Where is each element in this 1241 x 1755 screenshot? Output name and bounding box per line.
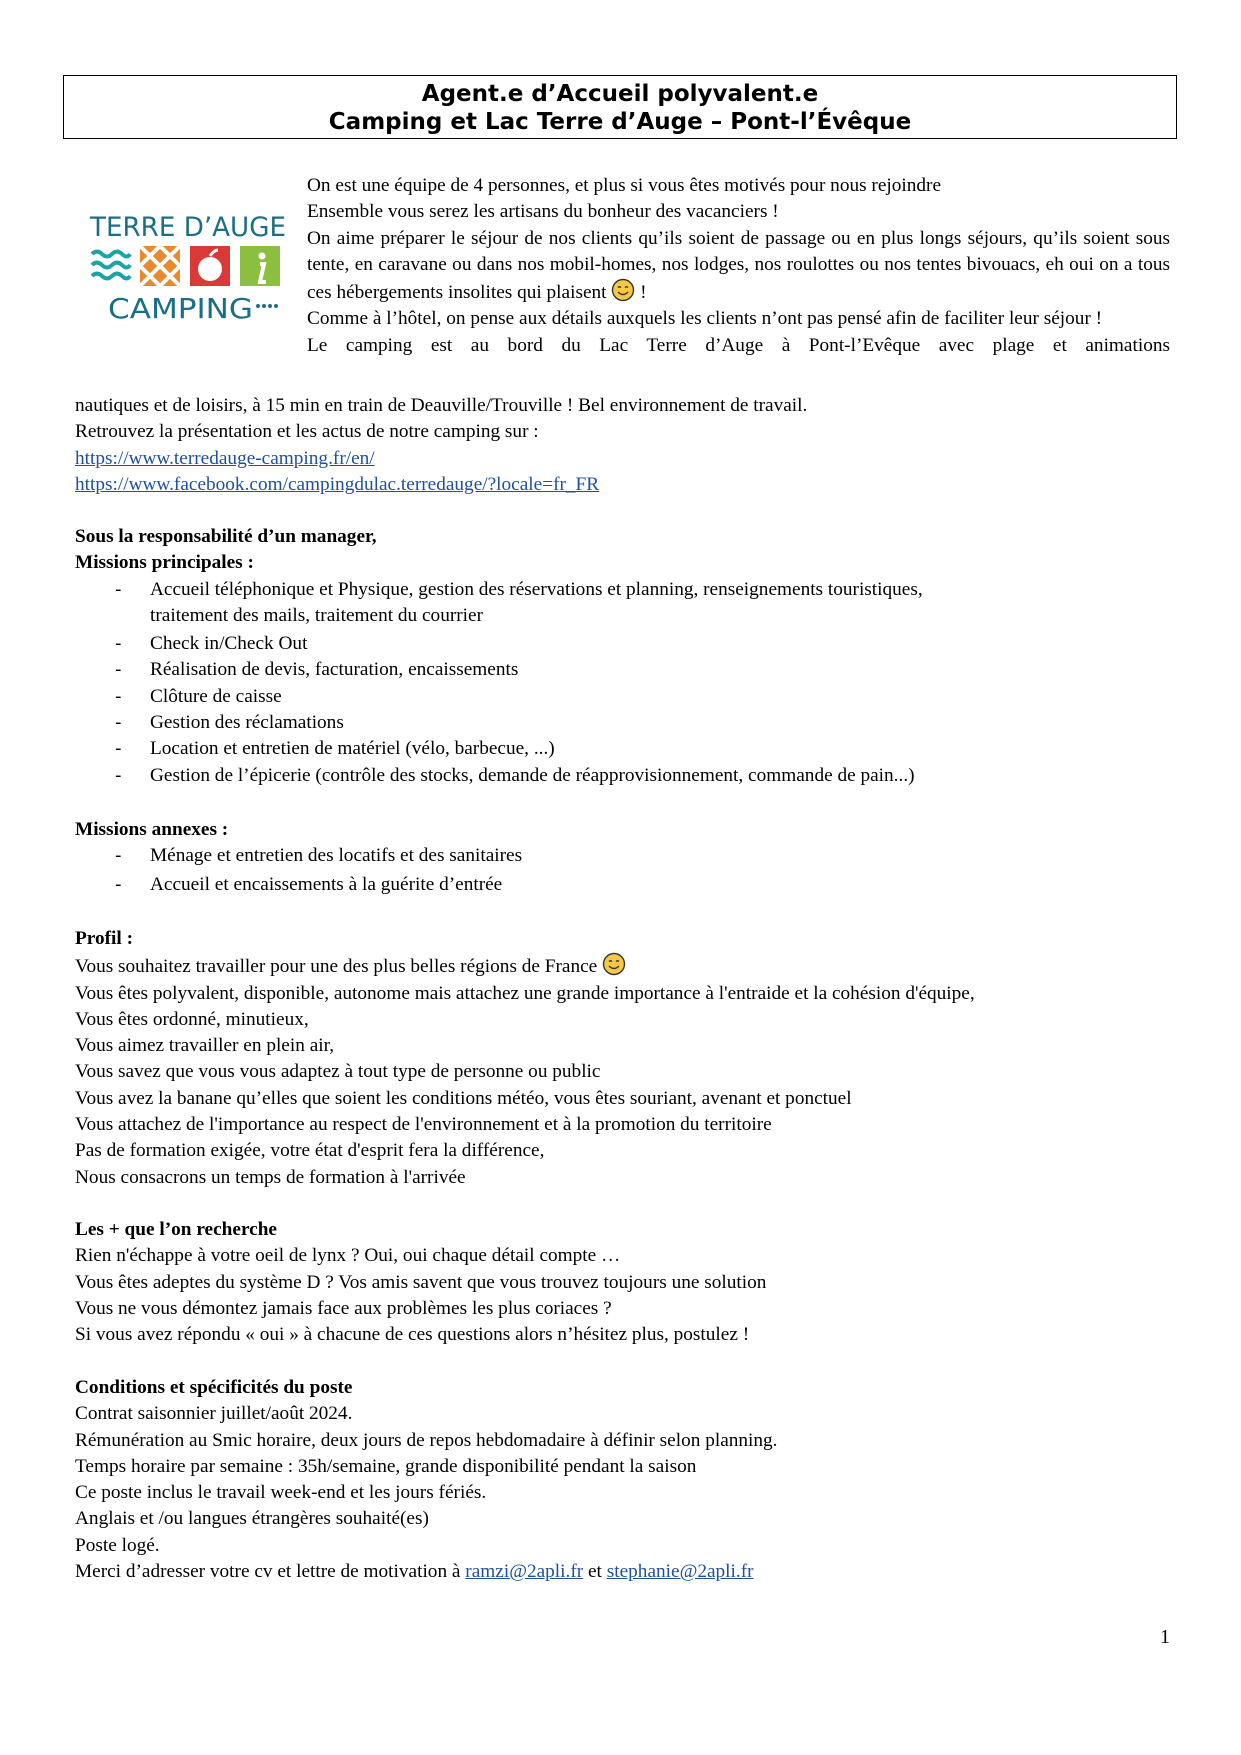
profil-line: [75, 952, 1175, 980]
intro-text: [307, 173, 1170, 359]
profil-line: Nous consacrons un temps de formation à l'arrivée: [75, 1166, 466, 1188]
conditions-line: Ce poste inclus le travail week-end et les jours fériés.: [75, 1482, 487, 1504]
terre-dauge-camping-logo: [88, 206, 288, 326]
profil-line: Pas de formation exigée, votre état d'esprit fera la différence,: [75, 1140, 545, 1162]
page-number: 1: [1160, 1626, 1170, 1648]
list-item: [75, 577, 1175, 630]
logo-lattice-icon: [140, 246, 180, 286]
list-item: [75, 763, 1175, 789]
intro-paragraph: Retrouvez la présentation et les actus de notre camping sur :: [75, 421, 539, 443]
conditions-section: [75, 1375, 1175, 1585]
list-item-text: Location et entretien de matériel (vélo, barbecue, ...): [150, 738, 555, 760]
conditions-line: Poste logé.: [75, 1534, 160, 1556]
intro-paragraph: Ensemble vous serez les artisans du bonheur des vacanciers !: [307, 201, 779, 223]
plus-line: Si vous avez répondu « oui » à chacune de ces questions alors n’hésitez plus, postulez !: [75, 1324, 750, 1346]
title-box: [63, 75, 1177, 139]
conditions-line: Contrat saisonnier juillet/août 2024.: [75, 1403, 353, 1425]
plus-line: Rien n'échappe à votre oeil de lynx ? Oui, oui chaque détail compte …: [75, 1245, 621, 1267]
list-item: [75, 684, 1175, 710]
intro-paragraph: Comme à l’hôtel, on pense aux détails auxquels les clients n’ont pas pensé afin de faciliter leur séjour !: [307, 308, 1103, 330]
intro-paragraph: Le camping est au bord du Lac Terre d’Auge à Pont-l’Evêque avec plage et animations: [307, 334, 1170, 356]
list-item: [75, 657, 1175, 683]
list-item-text: Accueil et encaissements à la guérite d’entrée: [150, 873, 503, 895]
intro-tail: [75, 393, 1170, 498]
list-item-text: Gestion de l’épicerie (contrôle des stocks, demande de réapprovisionnement, commande de pain...): [150, 764, 915, 786]
missions-annexes-list: [75, 843, 1175, 898]
profil-line-text: Vous souhaitez travailler pour une des plus belles régions de France: [75, 956, 598, 978]
conditions-heading: Conditions et spécificités du poste: [75, 1377, 353, 1398]
conditions-line: Anglais et /ou langues étrangères souhaité(es): [75, 1508, 429, 1530]
list-item-text: Clôture de caisse: [150, 685, 282, 707]
conditions-line: Temps horaire par semaine : 35h/semaine, grande disponibilité pendant la saison: [75, 1455, 697, 1477]
logo-bottom-text: CAMPING: [108, 292, 253, 325]
smiley-icon: [611, 278, 635, 302]
list-item: [75, 631, 1175, 657]
plus-line: Vous êtes adeptes du système D ? Vos amis savent que vous trouvez toujours une solution: [75, 1271, 767, 1293]
job-title: Agent.e d’Accueil polyvalent.e: [421, 81, 819, 107]
missions-principales-section: [75, 524, 1175, 789]
intro-exclamation: !: [640, 282, 647, 304]
list-item-text: traitement des mails, traitement du courrier: [150, 604, 484, 626]
missions-annexes-section: [75, 817, 1175, 898]
intro-paragraph-continued: nautiques et de loisirs, à 15 min en train de Deauville/Trouville ! Bel environnement de travail.: [75, 395, 808, 416]
responsibility-heading: Sous la responsabilité d’un manager,: [75, 526, 377, 547]
missions-annexes-heading: Missions annexes :: [75, 819, 229, 840]
list-item: [75, 736, 1175, 762]
plus-heading: Les + que l’on recherche: [75, 1219, 277, 1240]
list-item-text: Gestion des réclamations: [150, 712, 344, 734]
profil-line: Vous êtes polyvalent, disponible, autonome mais attachez une grande importance à l'entraide et la cohésion d'équipe,: [75, 982, 975, 1004]
website-link[interactable]: https://www.terredauge-camping.fr/en/: [75, 447, 375, 469]
list-item-text: Check in/Check Out: [150, 633, 308, 655]
intro-paragraph: On est une équipe de 4 personnes, et plus si vous êtes motivés pour nous rejoindre: [307, 175, 942, 196]
missions-principales-heading: Missions principales :: [75, 552, 254, 574]
profil-line: Vous aimez travailler en plein air,: [75, 1035, 335, 1057]
job-location: Camping et Lac Terre d’Auge – Pont-l’Évêque: [328, 109, 912, 135]
facebook-link[interactable]: https://www.facebook.com/campingdulac.terredauge/?locale=fr_FR: [75, 473, 600, 495]
contact-prefix: Merci d’adresser votre cv et lettre de motivation à: [75, 1561, 461, 1583]
logo-apple-icon: [190, 246, 230, 286]
list-item-text: Réalisation de devis, facturation, encaissements: [150, 659, 519, 681]
email-link-ramzi[interactable]: ramzi@2apli.fr: [465, 1561, 584, 1583]
list-item-text: Ménage et entretien des locatifs et des sanitaires: [150, 845, 523, 867]
profil-section: [75, 926, 1175, 1191]
profil-line: Vous savez que vous vous adaptez à tout type de personne ou public: [75, 1061, 601, 1083]
email-link-stephanie[interactable]: stephanie@2apli.fr: [606, 1561, 754, 1583]
contact-and: et: [588, 1561, 602, 1583]
logo-waves-icon: [90, 246, 130, 286]
list-item: [75, 710, 1175, 736]
intro-paragraph: [307, 226, 1170, 307]
profil-heading: Profil :: [75, 928, 134, 949]
smiley-icon: [602, 952, 626, 976]
profil-line: Vous êtes ordonné, minutieux,: [75, 1008, 309, 1030]
contact-line: [75, 1559, 1175, 1585]
profil-line: Vous avez la banane qu’elles que soient les conditions météo, vous êtes souriant, avenant et ponctuel: [75, 1087, 852, 1109]
conditions-line: Rémunération au Smic horaire, deux jours de repos hebdomadaire à définir selon planning.: [75, 1429, 778, 1451]
intro-accommodation-text: On aime préparer le séjour de nos clients qu’ils soient de passage ou en plus longs séjours, qu’ils soient sous tente, en caravane ou dans nos mobil-homes, nos lodges, nos roulottes ou nos tentes bivouacs, eh oui on a tous ces hébergements insolites qui plaisent: [307, 227, 1170, 304]
missions-principales-list: [75, 577, 1175, 789]
plus-section: [75, 1217, 1175, 1348]
profil-line: Vous attachez de l'importance au respect de l'environnement et à la promotion du territoire: [75, 1114, 772, 1136]
logo-stars: [256, 304, 278, 308]
list-item: [75, 872, 1175, 898]
plus-line: Vous ne vous démontez jamais face aux problèmes les plus coriaces ?: [75, 1297, 612, 1319]
logo-top-text: TERRE D’AUGE: [89, 212, 286, 243]
logo-info-icon: [240, 246, 280, 286]
list-item-text: Accueil téléphonique et Physique, gestion des réservations et planning, renseignements touristiques,: [150, 578, 923, 600]
list-item: [75, 843, 1175, 869]
